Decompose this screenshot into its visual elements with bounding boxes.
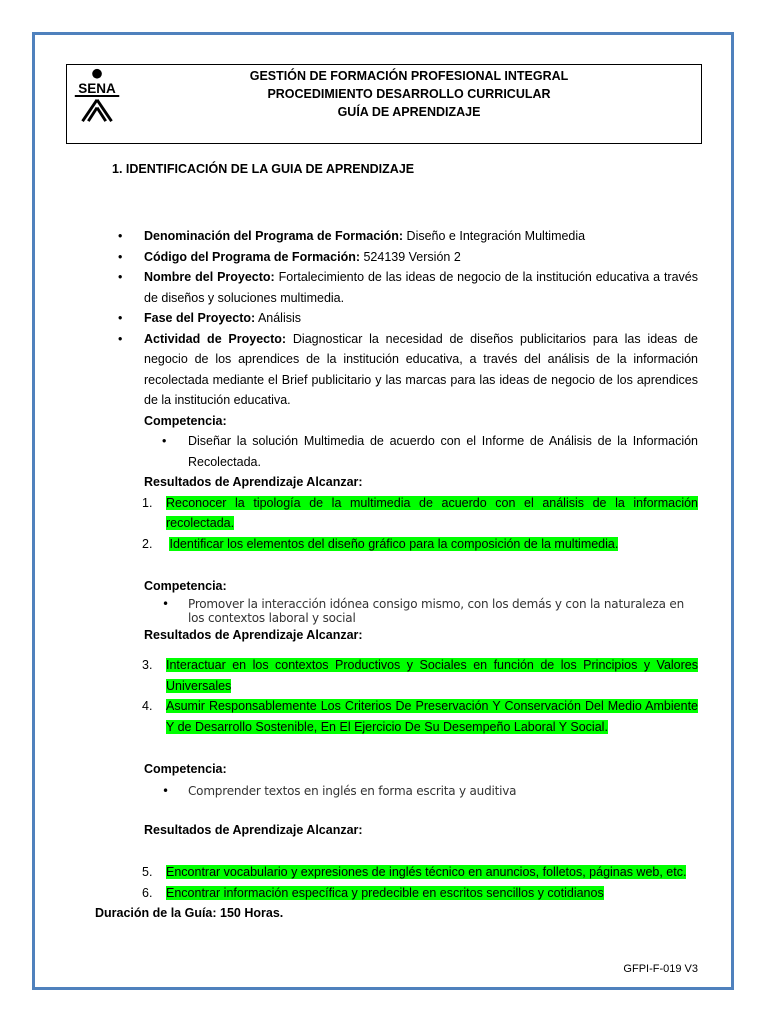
list-item — [118, 329, 698, 411]
resultado-text: Encontrar vocabulario y expresiones de inglés técnico en anuncios, folletos, páginas web, etc. — [166, 865, 687, 879]
denominacion-label: Denominación del Programa de Formación: — [144, 229, 404, 243]
resultado-number: 5. — [142, 865, 153, 879]
competencia-item — [118, 597, 698, 625]
resultado-item — [118, 696, 698, 737]
competencia-heading: Competencia: — [144, 762, 227, 776]
resultado-number: 3. — [142, 658, 153, 672]
header-line-3: GUÍA DE APRENDIZAJE — [337, 105, 481, 119]
bullet-icon: • — [118, 270, 123, 284]
resultado-text: Identificar los elementos del diseño gráfico para la composición de la multimedia. — [169, 536, 619, 551]
resultado-text: Reconocer la tipología de la multimedia de acuerdo con el análisis de la información recolectada. — [166, 495, 698, 530]
actividad-label: Actividad de Proyecto: — [144, 331, 287, 346]
proyecto-label: Nombre del Proyecto: — [144, 270, 275, 284]
resultado-number: 6. — [142, 885, 153, 900]
svg-text:SENA: SENA — [78, 81, 116, 97]
header-line-2: PROCEDIMIENTO DESARROLLO CURRICULAR — [267, 87, 551, 101]
resultado-number: 4. — [142, 699, 153, 713]
proyecto-value: Fortalecimiento de las ideas de negocio de la institución educativa a través de diseños y soluciones multimedia. — [144, 270, 698, 305]
bullet-icon: • — [118, 331, 123, 346]
bullet-icon: • — [118, 249, 123, 264]
competencia-item — [118, 431, 698, 472]
resultado-item — [118, 883, 698, 904]
resultado-item — [118, 493, 698, 534]
guide-content — [118, 226, 698, 903]
resultado-text: Encontrar información específica y predecible en escritos sencillos y cotidianos — [166, 885, 604, 900]
fase-label: Fase del Proyecto: — [144, 311, 256, 325]
actividad-value: Diagnosticar la necesidad de diseños publicitarios para las ideas de negocio de los aprendices de la institución educativa, a través del análisis de la información recolectada mediante el Brief publicitario y las marcas para las ideas de negocio de los aprendices de la institución educativa. — [144, 331, 698, 407]
list-item — [118, 267, 698, 308]
section-title: 1. IDENTIFICACIÓN DE LA GUIA DE APRENDIZAJE — [112, 162, 415, 176]
form-code: GFPI-F-019 V3 — [623, 963, 698, 975]
bullet-icon: • — [118, 311, 123, 325]
header-line-1: GESTIÓN DE FORMACIÓN PROFESIONAL INTEGRAL — [249, 69, 569, 83]
list-item — [118, 247, 698, 268]
resultado-item — [118, 655, 698, 696]
bullet-icon: • — [162, 596, 169, 611]
resultado-item — [118, 862, 698, 883]
fase-value: Análisis — [255, 311, 302, 325]
bullet-icon: • — [162, 783, 169, 798]
competencia-heading: Competencia: — [144, 579, 227, 593]
competencia-item — [118, 784, 698, 798]
resultado-number: 1. — [142, 495, 153, 510]
competencia-text: Promover la interacción idónea consigo mismo, con los demás y con la naturaleza en los contextos laboral y social — [188, 596, 685, 625]
resultado-number: 2. — [142, 536, 153, 551]
denominacion-value: Diseño e Integración Multimedia — [403, 229, 586, 243]
document-header — [66, 64, 702, 144]
resultado-item — [118, 534, 698, 555]
list-item — [118, 226, 698, 247]
codigo-value: 524139 Versión 2 — [360, 249, 461, 264]
bullet-icon: • — [118, 229, 123, 243]
resultados-heading: Resultados de Aprendizaje Alcanzar: — [144, 475, 363, 489]
resultado-text: Interactuar en los contextos Productivos y Sociales en función de los Principios y Valores Universales — [166, 658, 698, 693]
list-item — [118, 308, 698, 329]
identification-list — [118, 226, 698, 411]
codigo-label: Código del Programa de Formación: — [144, 249, 360, 264]
competencia-heading: Competencia: — [144, 413, 227, 428]
resultados-heading: Resultados de Aprendizaje Alcanzar: — [144, 627, 363, 642]
resultados-heading: Resultados de Aprendizaje Alcanzar: — [144, 822, 363, 837]
resultado-text: Asumir Responsablemente Los Criterios De Preservación Y Conservación Del Medio Ambiente Y de Desarrollo Sostenible, En El Ejercicio De Su Desempeño Laboral Y Social. — [166, 699, 698, 734]
competencia-text: Comprender textos en inglés en forma escrita y auditiva — [188, 783, 517, 798]
bullet-icon: • — [162, 434, 167, 448]
competencia-text: Diseñar la solución Multimedia de acuerdo con el Informe de Análisis de la Información Recolectada. — [188, 434, 698, 469]
duracion-guia: Duración de la Guía: 150 Horas. — [95, 906, 284, 920]
